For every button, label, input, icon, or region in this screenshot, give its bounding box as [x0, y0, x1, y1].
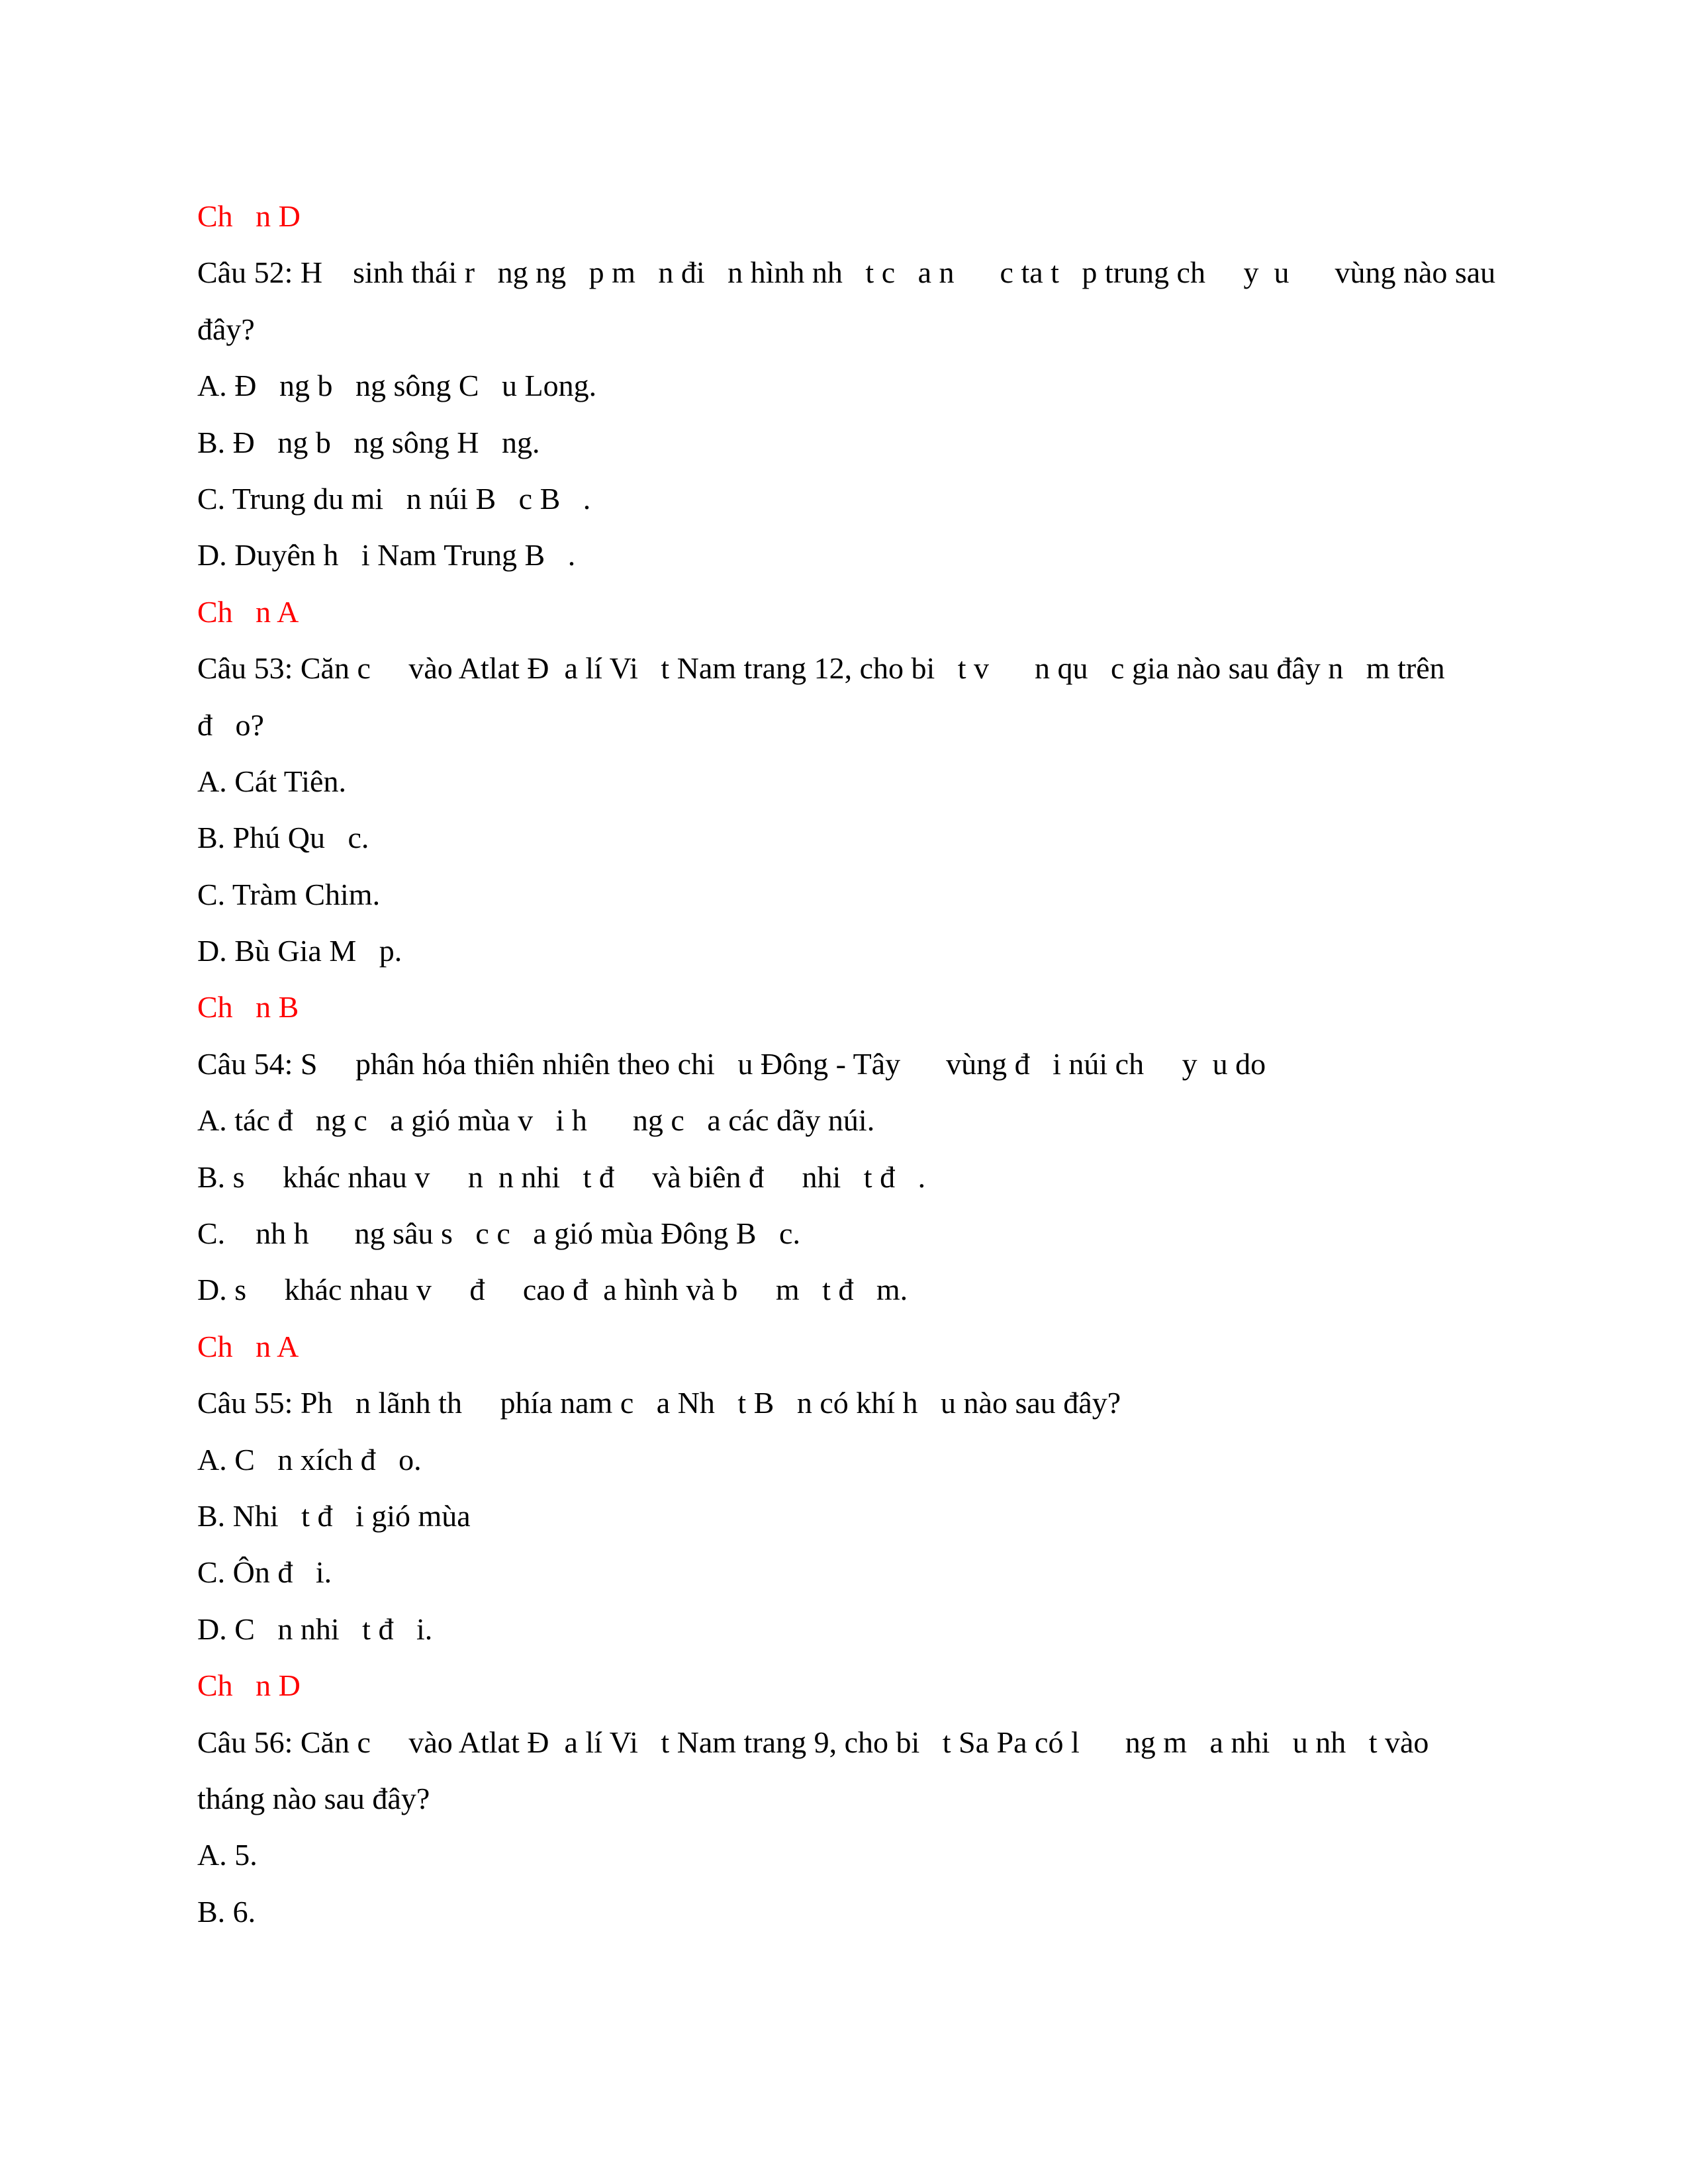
text-line: D. Duyên h i Nam Trung B .	[197, 538, 576, 572]
text-line: C. nh h ng sâu s c c a gió mùa Đông B c.	[197, 1216, 800, 1251]
text-line: Câu 55: Ph n lãnh th phía nam c a Nh t B n có khí h u nào sau đây?	[197, 1386, 1121, 1420]
text-line: Câu 54: S phân hóa thiên nhiên theo chi u Đông - Tây vùng đ i núi ch y u do	[197, 1046, 1266, 1081]
text-line: A. tác đ ng c a gió mùa v i h ng c a các dãy núi.	[197, 1103, 875, 1138]
text-line: tháng nào sau đây?	[197, 1781, 430, 1815]
text-line: A. C n xích đ o.	[197, 1442, 422, 1477]
answer-line: Ch n D	[197, 1668, 301, 1703]
text-line: đ o?	[197, 707, 264, 742]
text-line: A. Đ ng b ng sông C u Long.	[197, 369, 597, 403]
text-line: B. Phú Qu c.	[197, 821, 369, 855]
text-line: B. Đ ng b ng sông H ng.	[197, 425, 540, 459]
text-line: Câu 56: Căn c vào Atlat Đ a lí Vi t Nam trang 9, cho bi t Sa Pa có l ng m a nhi u nh t vào	[197, 1725, 1429, 1759]
text-line: B. s khác nhau v n n nhi t đ và biên đ nhi t đ .	[197, 1160, 926, 1194]
text-line: A. Cát Tiên.	[197, 764, 346, 798]
answer-line: Ch n A	[197, 1329, 299, 1363]
text-line: Câu 52: H sinh thái r ng ng p m n đi n hình nh t c a n c ta t p trung ch y u vùng nào sau	[197, 255, 1496, 290]
text-line: đây?	[197, 312, 255, 346]
text-line: C. Trung du mi n núi B c B .	[197, 481, 591, 516]
text-line: B. Nhi t đ i gió mùa	[197, 1498, 471, 1533]
text-line: D. C n nhi t đ i.	[197, 1612, 433, 1646]
text-line: B. 6.	[197, 1894, 256, 1929]
text-line: C. Tràm Chim.	[197, 877, 381, 911]
text-line: C. Ôn đ i.	[197, 1555, 332, 1590]
answer-line: Ch n A	[197, 594, 299, 629]
text-line: D. Bù Gia M p.	[197, 934, 402, 968]
answer-line: Ch n D	[197, 199, 301, 233]
answer-line: Ch n B	[197, 990, 299, 1024]
document-page	[197, 188, 1496, 1940]
text-line: D. s khác nhau v đ cao đ a hình và b m t đ m.	[197, 1273, 908, 1307]
text-line: Câu 53: Căn c vào Atlat Đ a lí Vi t Nam trang 12, cho bi t v n qu c gia nào sau đây n m trên	[197, 651, 1445, 686]
text-line: A. 5.	[197, 1838, 258, 1872]
